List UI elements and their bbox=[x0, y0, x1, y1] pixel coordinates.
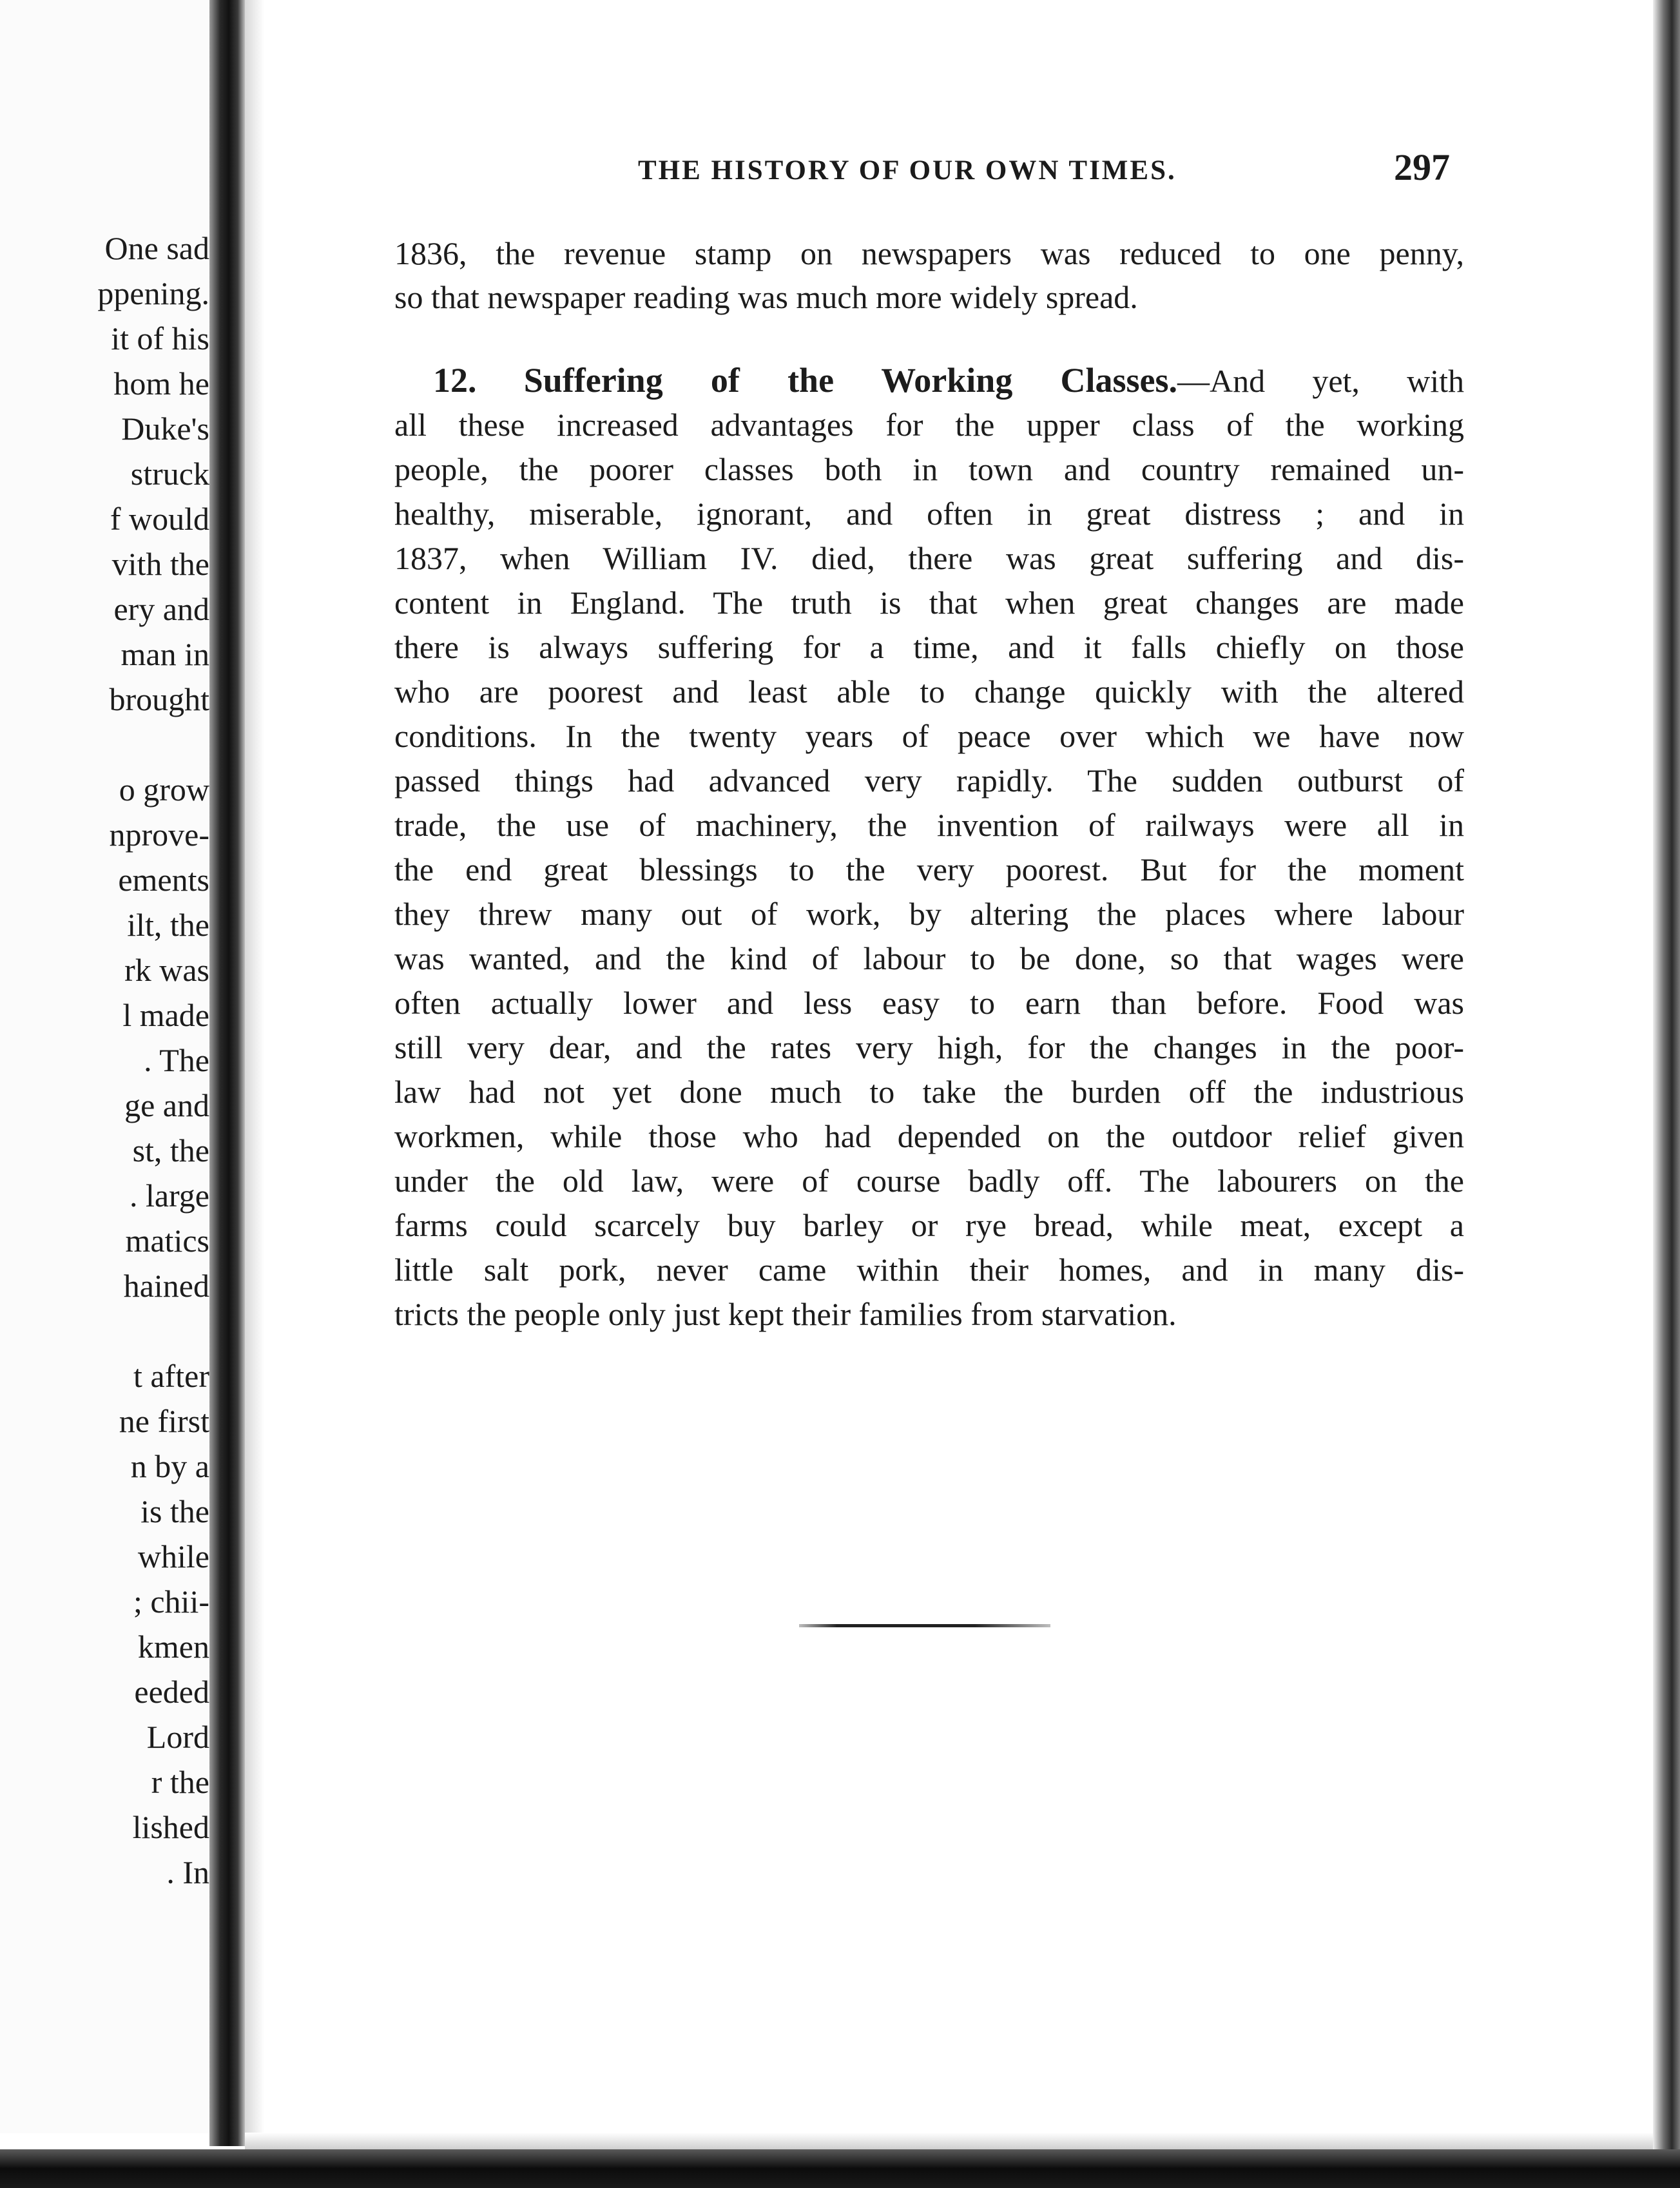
page-right-edge bbox=[1653, 0, 1680, 2188]
left-page-line: struck bbox=[130, 456, 209, 492]
left-page-line: ements bbox=[118, 862, 209, 898]
left-page-line: t after bbox=[133, 1358, 209, 1394]
page-bottom-edge bbox=[245, 2133, 1653, 2149]
left-page-line: . large bbox=[129, 1177, 209, 1214]
text-line: farms could scarcely buy barley or rye bread, while meat, except a bbox=[394, 1207, 1464, 1243]
text-line: who are poorest and least able to change quickly with the altered bbox=[394, 673, 1464, 710]
text-line: content in England. The truth is that when great changes are made bbox=[394, 585, 1464, 621]
left-facing-page bbox=[0, 0, 209, 2133]
left-page-line: . The bbox=[144, 1042, 209, 1078]
left-page-line: nprove- bbox=[109, 817, 209, 853]
text-line: the end great blessings to the very poorest. But for the moment bbox=[394, 851, 1464, 887]
left-page-line: lished bbox=[132, 1809, 209, 1845]
left-page-line: vith the bbox=[111, 546, 209, 582]
text-line: little salt pork, never came within their homes, and in many dis- bbox=[394, 1252, 1464, 1288]
section-first-line-text: —And yet, with bbox=[1177, 363, 1464, 399]
section-title: Suffering of the Working Classes. bbox=[523, 361, 1178, 400]
text-line: tricts the people only just kept their families from starvation. bbox=[394, 1296, 1177, 1332]
left-page-line: hained bbox=[123, 1268, 209, 1304]
section-number: 12. bbox=[433, 361, 477, 400]
left-page-line: ery and bbox=[113, 591, 209, 627]
left-page-line: ne first bbox=[119, 1403, 209, 1439]
left-page-line: Lord bbox=[146, 1719, 209, 1755]
left-page-line: r the bbox=[151, 1764, 209, 1800]
left-page-line: hom he bbox=[113, 365, 209, 402]
left-page-line: ge and bbox=[124, 1087, 209, 1123]
left-page-line: f would bbox=[110, 501, 209, 537]
scan-bottom-border bbox=[0, 2149, 1680, 2188]
section-first-line bbox=[394, 358, 1464, 403]
left-page-line: ppening. bbox=[97, 275, 209, 311]
text-line: workmen, while those who had depended on the outdoor relief given bbox=[394, 1118, 1464, 1154]
left-page-line: it of his bbox=[111, 320, 209, 356]
running-title: THE HISTORY OF OUR OWN TIMES. bbox=[638, 155, 1177, 186]
text-line: people, the poorer classes both in town and country remained un- bbox=[394, 451, 1464, 487]
text-line: trade, the use of machinery, the invention of railways were all in bbox=[394, 807, 1464, 843]
gutter-shadow bbox=[245, 0, 264, 2146]
left-page-line: n by a bbox=[130, 1448, 209, 1484]
text-line: all these increased advantages for the upper class of the working bbox=[394, 407, 1464, 443]
book-gutter bbox=[209, 0, 245, 2146]
left-page-line: st, the bbox=[132, 1132, 209, 1168]
left-page-line: eeded bbox=[134, 1674, 209, 1710]
page-number: 297 bbox=[1394, 146, 1450, 188]
text-line: under the old law, were of course badly off. The labourers on the bbox=[394, 1163, 1464, 1199]
text-line: they threw many out of work, by altering the places where labour bbox=[394, 896, 1464, 932]
left-page-line: o grow bbox=[119, 771, 209, 808]
text-line: 1837, when William IV. died, there was great suffering and dis- bbox=[394, 540, 1464, 576]
section-divider-rule bbox=[799, 1624, 1050, 1627]
text-line: law had not yet done much to take the burden off the industrious bbox=[394, 1074, 1464, 1110]
left-page-line: ilt, the bbox=[127, 907, 209, 943]
left-page-line: . In bbox=[166, 1854, 209, 1890]
left-page-line: Duke's bbox=[121, 411, 209, 447]
left-page-line: matics bbox=[125, 1223, 209, 1259]
text-line: was wanted, and the kind of labour to be done, so that wages were bbox=[394, 940, 1464, 976]
text-line: so that newspaper reading was much more widely spread. bbox=[394, 279, 1138, 315]
left-page-line: man in bbox=[121, 636, 209, 672]
left-page-line: is the bbox=[140, 1493, 209, 1529]
text-line: passed things had advanced very rapidly. The sudden outburst of bbox=[394, 762, 1464, 799]
left-page-line: while bbox=[137, 1538, 209, 1574]
left-page-line: ; chii- bbox=[133, 1583, 209, 1620]
text-line: there is always suffering for a time, and it falls chiefly on those bbox=[394, 629, 1464, 665]
text-line: healthy, miserable, ignorant, and often in great distress ; and in bbox=[394, 496, 1464, 532]
left-page-line: l made bbox=[122, 997, 209, 1033]
left-page-line: brought bbox=[109, 681, 209, 717]
text-line: often actually lower and less easy to earn than before. Food was bbox=[394, 985, 1464, 1021]
text-line: conditions. In the twenty years of peace over which we have now bbox=[394, 718, 1464, 754]
text-line: 1836, the revenue stamp on newspapers was reduced to one penny, bbox=[394, 235, 1464, 271]
left-page-line: One sad bbox=[104, 230, 209, 266]
text-line: still very dear, and the rates very high, for the changes in the poor- bbox=[394, 1029, 1464, 1065]
left-page-line: rk was bbox=[124, 952, 209, 988]
left-page-line: kmen bbox=[137, 1629, 209, 1665]
